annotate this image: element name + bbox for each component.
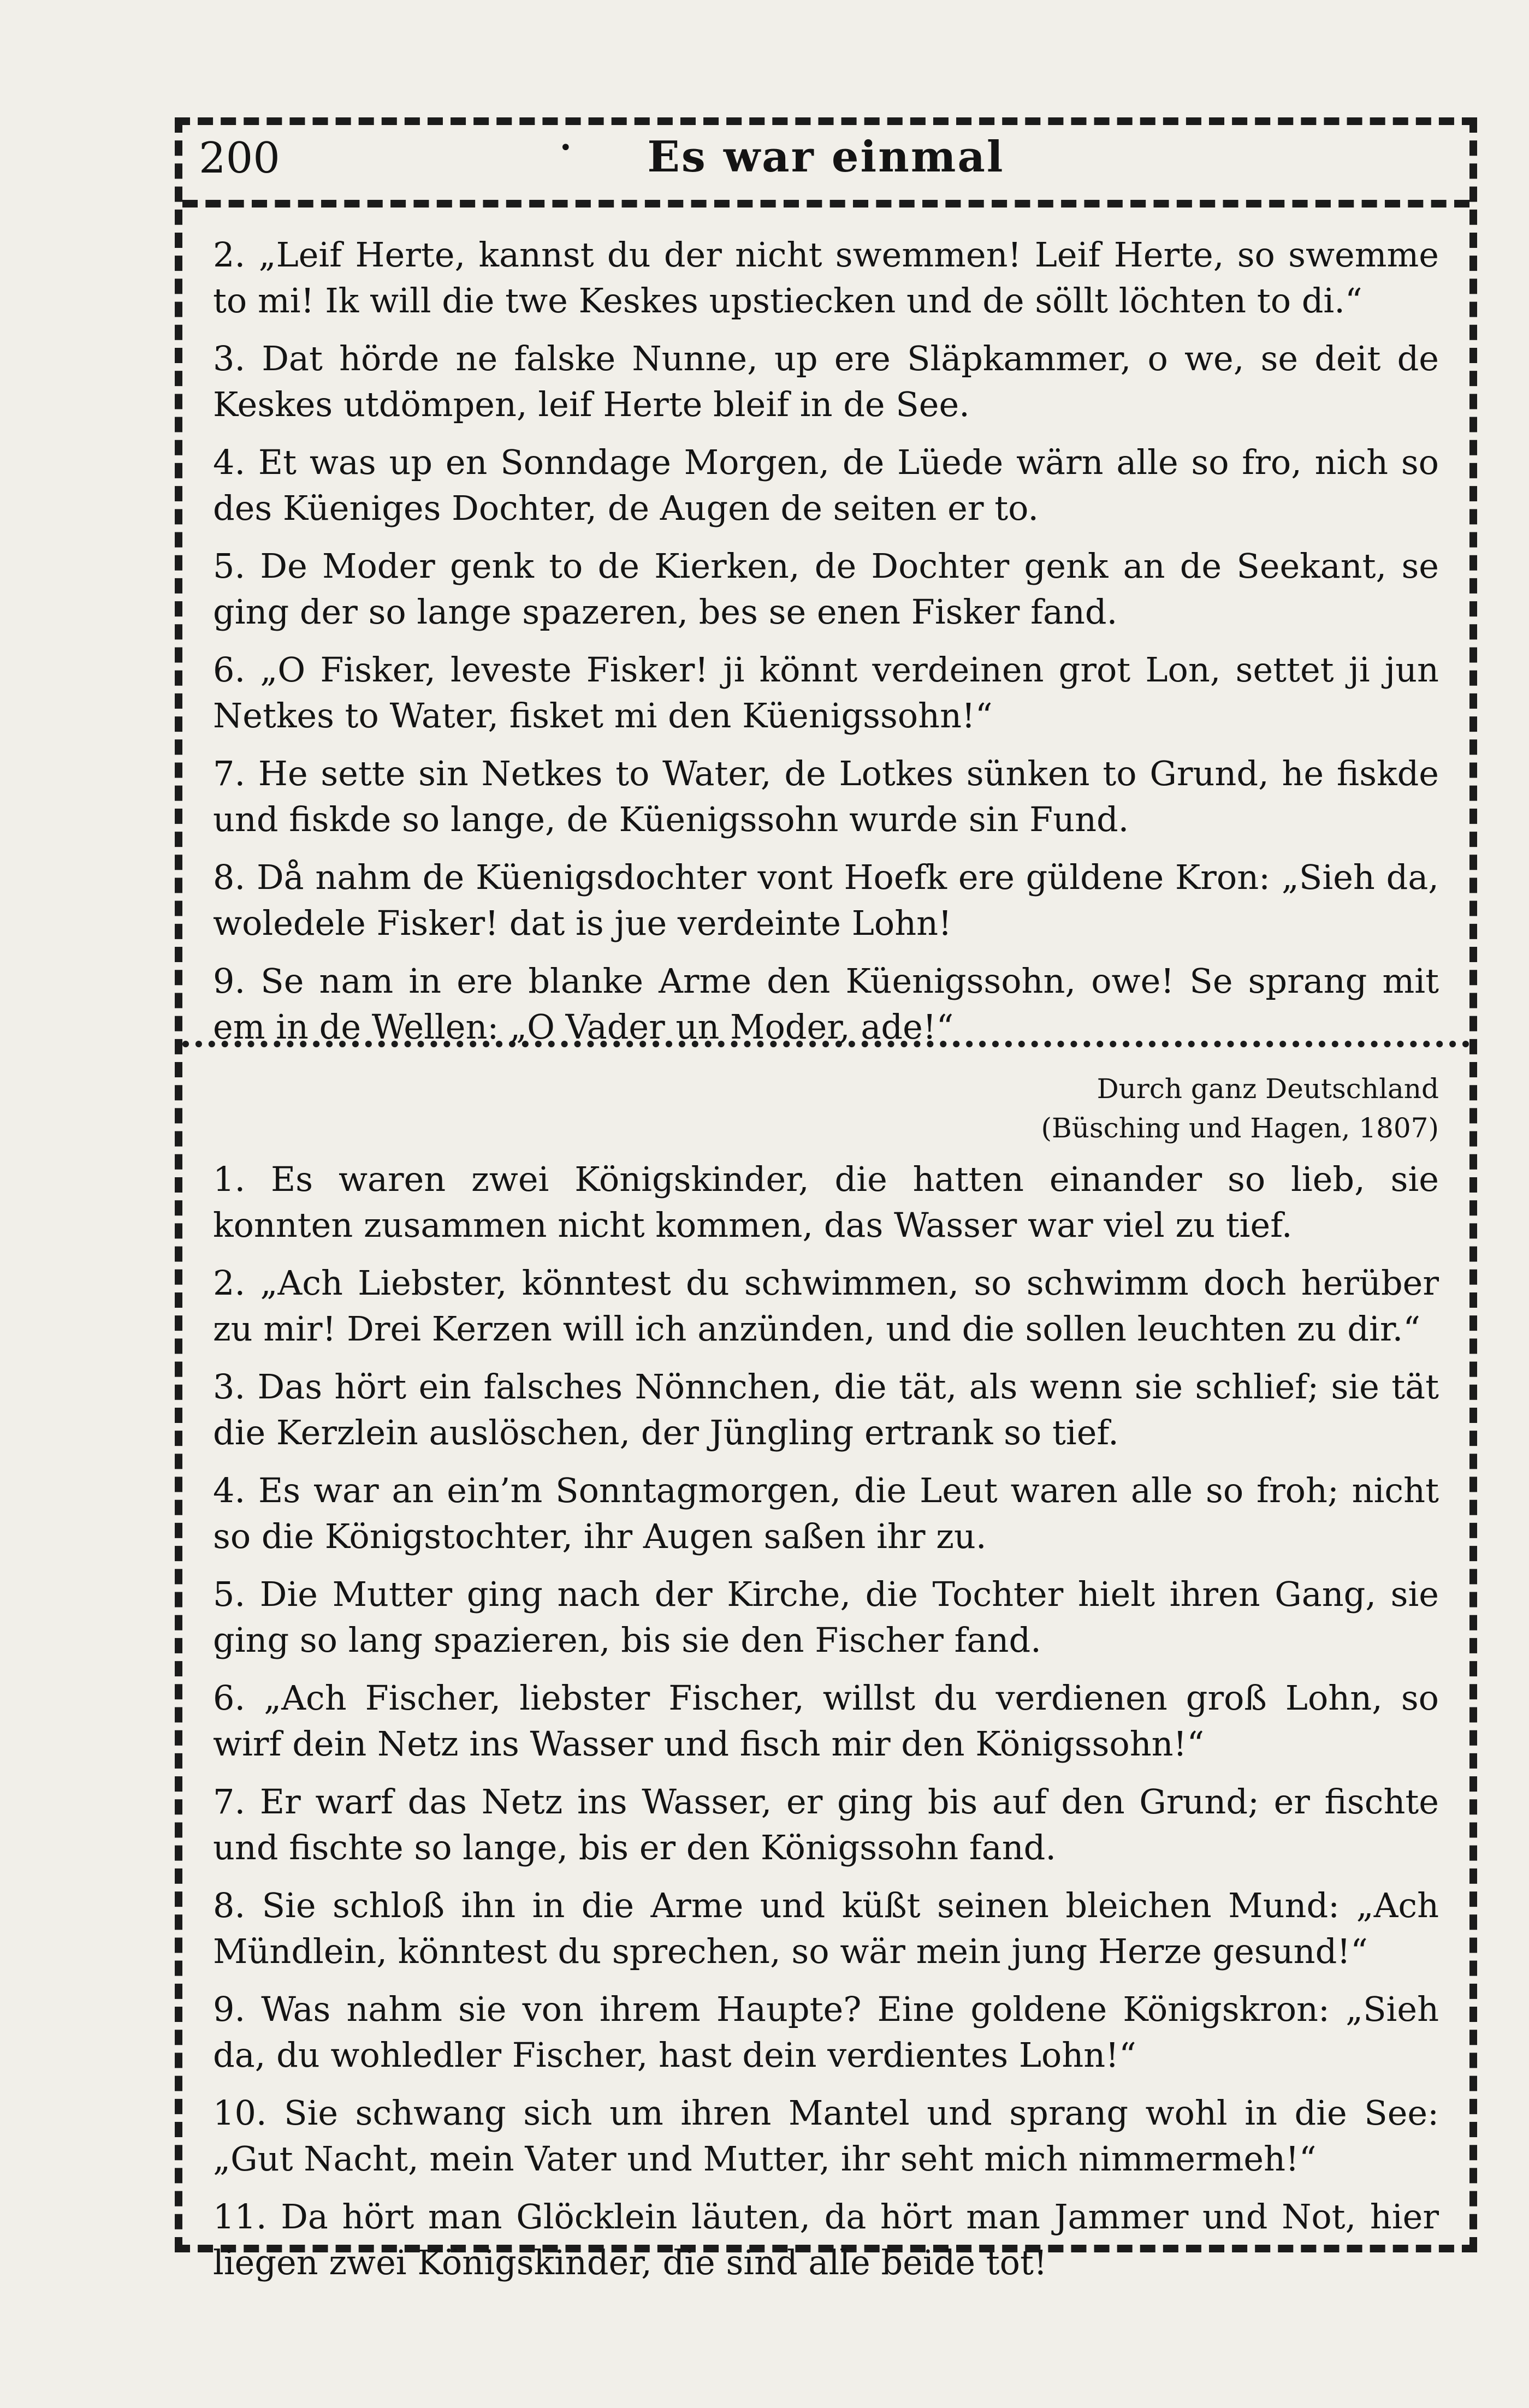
source-attribution xyxy=(1041,1069,1439,1148)
verse: 5. De Moder genk to de Kierken, de Dochter genk an de Seekant, se ging der so lange spazeren, bes se enen Fisker fand. xyxy=(213,546,1439,632)
verse: 1. Es waren zwei Königskinder, die hatten einander so lieb, sie konnten zusammen nicht kommen, das Wasser war viel zu tief. xyxy=(213,1159,1439,1245)
header-mark: • xyxy=(559,135,572,161)
verse: 4. Et was up en Sonndage Morgen, de Lüede wärn alle so fro, nich so des Küeniges Dochter, de Augen de seiten er to. xyxy=(213,442,1439,528)
source-reference: (Büsching und Hagen, 1807) xyxy=(1041,1112,1439,1144)
high-german-version xyxy=(182,1047,1469,2282)
verse: 6. „Ach Fischer, liebster Fischer, willst du verdienen groß Lohn, so wirf dein Netz ins Wasser und fisch mir den Königssohn!“ xyxy=(213,1678,1439,1764)
page-header xyxy=(182,125,1469,207)
verse: 9. Se nam in ere blanke Arme den Küenigssohn, owe! Se sprang mit em in de Wellen: „O Vader un Moder, ade!“ xyxy=(213,961,1439,1047)
verse-list xyxy=(213,1156,1439,2298)
verse: 10. Sie schwang sich um ihren Mantel und sprang wohl in die See: „Gut Nacht, mein Vater und Mutter, ihr seht mich nimmermeh!“ xyxy=(213,2093,1439,2179)
verse: 8. Sie schloß ihn in die Arme und küßt seinen bleichen Mund: „Ach Mündlein, könntest du sprechen, so wär mein jung Herze gesund!“ xyxy=(213,1885,1439,1971)
verse: 11. Da hört man Glöcklein läuten, da hört man Jammer und Not, hier liegen zwei Königskinder, die sind alle beide tot! xyxy=(213,2197,1439,2282)
verse: 4. Es war an ein’m Sonntagmorgen, die Leut waren alle so froh; nicht so die Königstochter, ihr Augen saßen ihr zu. xyxy=(213,1470,1439,1556)
running-title: Es war einmal xyxy=(647,132,1005,182)
verse: 6. „O Fisker, leveste Fisker! ji könnt verdeinen grot Lon, settet ji jun Netkes to Water, fisket mi den Küenigssohn!“ xyxy=(213,650,1439,736)
verse: 2. „Ach Liebster, könntest du schwimmen, so schwimm doch herüber zu mir! Drei Kerzen will ich anzünden, und die sollen leuchten zu dir.“ xyxy=(213,1263,1439,1349)
verse: 9. Was nahm sie von ihrem Haupte? Eine goldene Königskron: „Sieh da, du wohledler Fischer, hast dein verdientes Lohn!“ xyxy=(213,1989,1439,2075)
verse: 7. He sette sin Netkes to Water, de Lotkes sünken to Grund, he fiskde und fiskde so lange, de Küenigssohn wurde sin Fund. xyxy=(213,754,1439,839)
page-number: 200 xyxy=(199,134,280,183)
verse: 3. Dat hörde ne falske Nunne, up ere Släpkammer, o we, se deit de Keskes utdömpen, leif Herte bleif in de See. xyxy=(213,339,1439,424)
verse: 3. Das hört ein falsches Nönnchen, die tät, als wenn sie schlief; sie tät die Kerzlein auslöschen, der Jüngling ertrank so tief. xyxy=(213,1367,1439,1452)
source-region: Durch ganz Deutschland xyxy=(1097,1073,1439,1105)
verse: 5. Die Mutter ging nach der Kirche, die Tochter hielt ihren Gang, sie ging so lang spazieren, bis sie den Fischer fand. xyxy=(213,1574,1439,1660)
verse: 7. Er warf das Netz ins Wasser, er ging bis auf den Grund; er fischte und fischte so lange, bis er den Königssohn fand. xyxy=(213,1782,1439,1867)
verse: 2. „Leif Herte, kannst du der nicht swemmen! Leif Herte, so swemme to mi! Ik will die twe Keskes upstiecken und de söllt löchten to di.“ xyxy=(213,235,1439,321)
low-german-version xyxy=(182,207,1469,1047)
verse: 8. Då nahm de Küenigsdochter vont Hoefk ere güldene Kron: „Sieh da, woledele Fisker! dat is jue verdeinte Lohn! xyxy=(213,857,1439,943)
verse-list xyxy=(213,232,1439,1062)
